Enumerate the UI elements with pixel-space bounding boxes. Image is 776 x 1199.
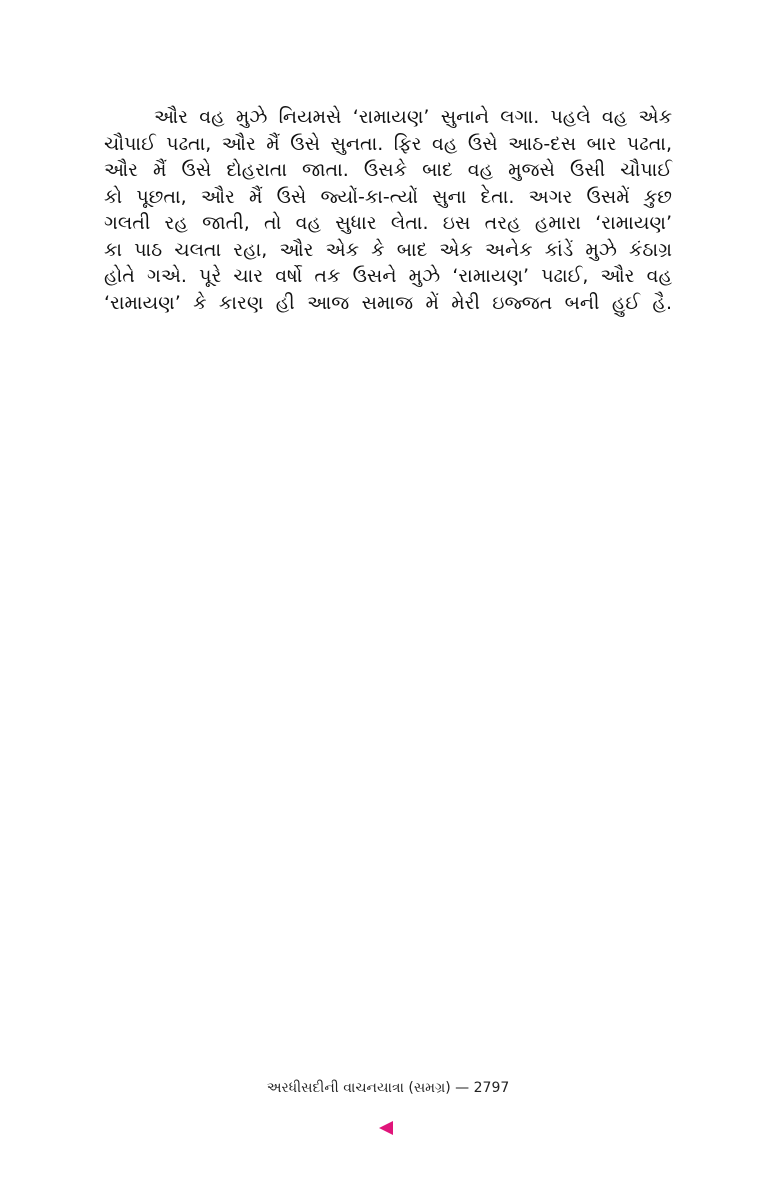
paragraph-line: કો પૂછતા, ઔર મૈં ઉસે જ્યોં-કા-ત્યોં સુના દેતા. અગર ઉસમેં કુછ bbox=[104, 185, 672, 208]
paragraph-line: ‘રામાયણ’ કે કારણ હી આજ સમાજ મેં મેરી ઇજ્જત બની હુઈ હૈ. bbox=[104, 291, 672, 314]
paragraph-line: ગલતી રહ જાતી, તો વહ સુધાર લેતા. ઇસ તરહ હમારા ‘રામાયણ’ bbox=[104, 212, 672, 234]
page-footer: અરધીસદીની વાચનયાત્રા (સમગ્ર) — 2797 bbox=[266, 1080, 510, 1096]
paragraph-line: હોતે ગએ. પૂરે ચાર વર્ષો તક ઉસને મુઝે ‘રામાયણ’ પઢાઈ, ઔર વહ bbox=[104, 265, 672, 287]
paragraph-line: ઔર મૈં ઉસે દોહરાતા જાતા. ઉસકે બાદ વહ મુજસે ઉસી ચૌપાઈ bbox=[104, 159, 672, 181]
triangle-left-icon[interactable] bbox=[379, 1121, 393, 1135]
paragraph-line: કા પાઠ ચલતા રહા, ઔર એક કે બાદ એક અનેક કાંડેં મુઝે કંઠાગ્ર bbox=[104, 238, 672, 261]
body-paragraph bbox=[104, 104, 672, 316]
paragraph-line: ચૌપાઈ પઢતા, ઔર મૈં ઉસે સુનતા. ફિર વહ ઉસે આઠ-દસ બાર પઢતા, bbox=[104, 132, 672, 155]
paragraph-line: ઔર વહ મુઝે નિયમસે ‘રામાયણ’ સુનાને લગા. પહલે વહ એક bbox=[154, 106, 672, 128]
